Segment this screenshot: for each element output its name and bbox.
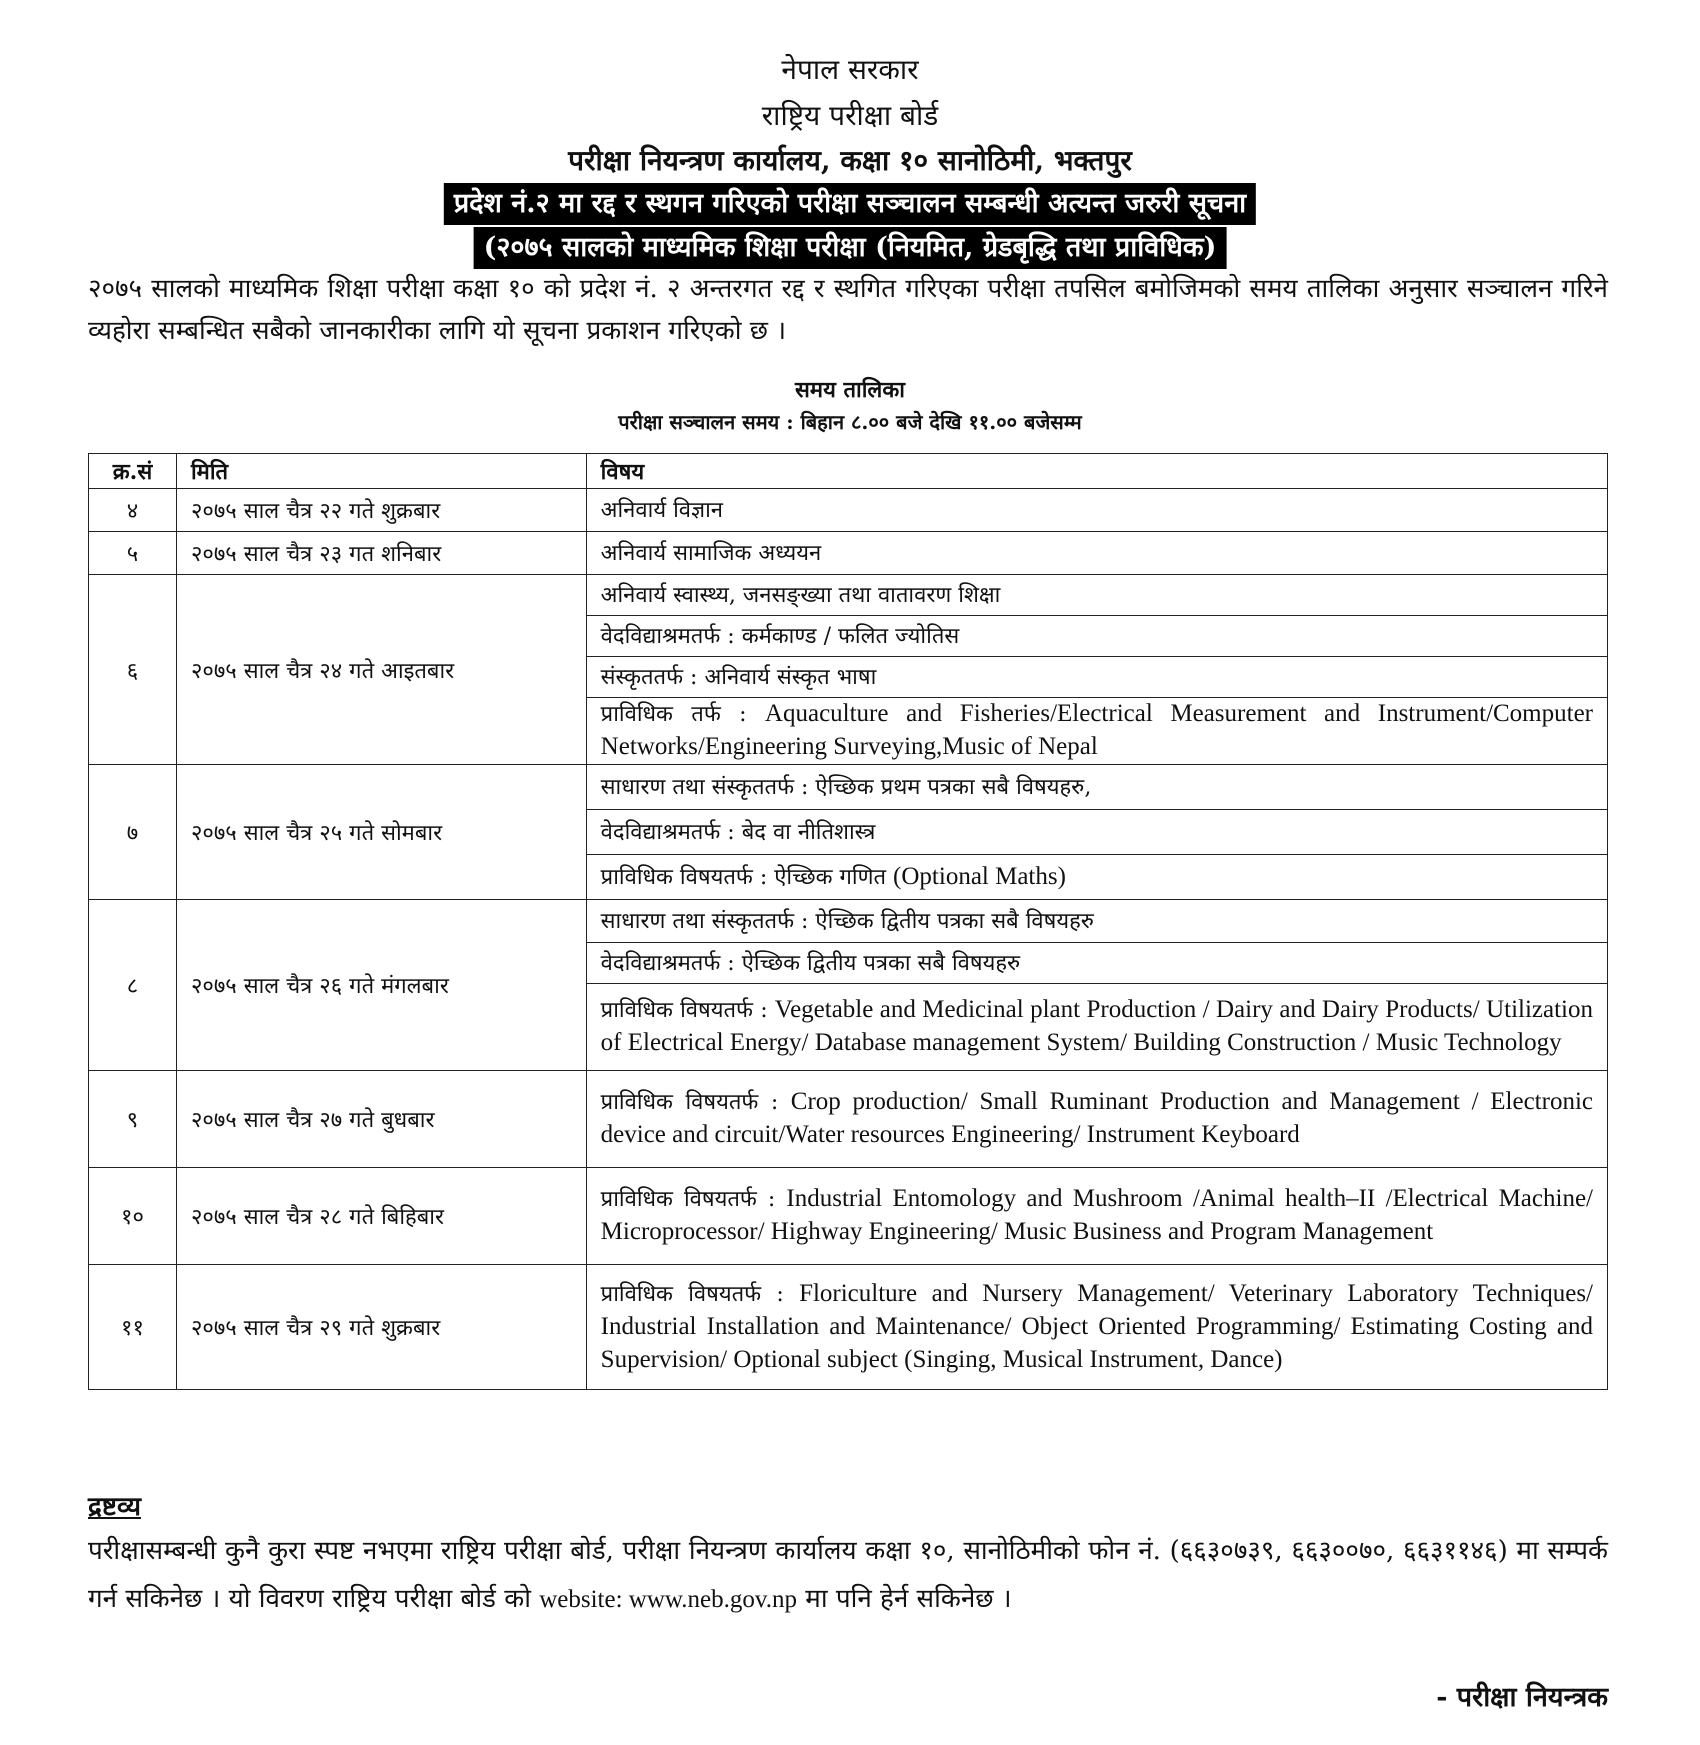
header-subject: विषय [586, 454, 1607, 489]
subject-names: Industrial Entomology and Mushroom /Animal health–II /Electrical Machine/ Microprocessor/ Highway Engineering/ Music Business and Program Management [600, 1185, 1593, 1245]
table-row [89, 900, 1608, 943]
subject-label: प्राविधिक विषयतर्फ : [600, 998, 775, 1023]
row-serial: १० [89, 1168, 177, 1265]
table-body [89, 489, 1608, 1390]
row-serial: ४ [89, 489, 177, 532]
subject-names: Vegetable and Medicinal plant Production / Dairy and Dairy Products/ Utilization of Electrical Energy/ Database management System/ Building Construction / Music Technology [600, 996, 1594, 1056]
row-date: २०७५ साल चैत्र २२ गते शुक्रबार [176, 489, 586, 532]
header-sn: क्र.सं [89, 454, 177, 489]
row-subject [586, 1265, 1607, 1390]
table-header-row [89, 454, 1608, 489]
notice-title: प्रदेश नं.२ मा रद्द र स्थगन गरिएको परीक्षा सञ्चालन सम्बन्धी अत्यन्त जरुरी सूचना [444, 183, 1256, 225]
row-subject [586, 1168, 1607, 1265]
subject-label: अनिवार्य विज्ञान [600, 497, 724, 523]
row-subject [586, 855, 1607, 900]
subject-label: प्राविधिक विषयतर्फ : ऐच्छिक गणित [600, 864, 894, 890]
row-date: २०७५ साल चैत्र २५ गते सोमबार [176, 765, 586, 900]
subject-names: (Optional Maths) [893, 862, 1066, 890]
schedule-title: समय तालिका [795, 377, 905, 403]
subject-label: प्राविधिक विषयतर्फ : [600, 1187, 787, 1212]
note-heading: द्रष्टव्य [88, 1492, 141, 1522]
subject-label: प्राविधिक विषयतर्फ : [600, 1090, 791, 1115]
subject-label: प्राविधिक तर्फ : [600, 702, 765, 727]
note-text-1: परीक्षासम्बन्धी कुनै कुरा स्पष्ट नभएमा राष्ट्रिय परीक्षा बोर्ड, परीक्षा नियन्त्रण कार्यालय कक्षा १०, सानोठिमीको फोन नं. (६६३०७३९, ६६३००७०, ६६३११४६) मा सम्पर्क गर्न सकिनेछ । यो विवरण राष्ट्रिय परीक्षा बोर्ड को [88, 1536, 1608, 1614]
table-row [89, 489, 1608, 532]
row-date: २०७५ साल चैत्र २३ गत शनिबार [176, 532, 586, 575]
notice-subtitle: (२०७५ सालको माध्यमिक शिक्षा परीक्षा (नियमित, ग्रेडबृद्धि तथा प्राविधिक) [474, 227, 1227, 269]
subject-label: वेदविद्याश्रमतर्फ : कर्मकाण्ड / फलित ज्योतिस [600, 623, 960, 649]
row-subject [586, 943, 1607, 984]
row-serial: ५ [89, 532, 177, 575]
row-subject [586, 1071, 1607, 1168]
row-serial: ६ [89, 575, 177, 765]
row-subject [586, 765, 1607, 810]
subject-label: वेदविद्याश्रमतर्फ : बेद वा नीतिशास्त्र [600, 819, 876, 845]
table-row [89, 765, 1608, 810]
row-subject [586, 575, 1607, 616]
subject-label: साधारण तथा संस्कृततर्फ : ऐच्छिक प्रथम पत्रका सबै विषयहरु, [600, 774, 1092, 800]
subject-label: अनिवार्य सामाजिक अध्ययन [600, 540, 822, 566]
intro-paragraph: २०७५ सालको माध्यमिक शिक्षा परीक्षा कक्षा १० को प्रदेश नं. २ अन्तरगत रद्द र स्थगित गरिएका परीक्षा तपसिल बमोजिमको समय तालिका अनुसार सञ्चालन गरिने व्यहोरा सम्बन्धित सबैको जानकारीका लागि यो सूचना प्रकाशन गरिएको छ । [88, 274, 1608, 346]
table-row [89, 1071, 1608, 1168]
row-subject [586, 532, 1607, 575]
header-board: राष्ट्रिय परीक्षा बोर्ड [761, 99, 939, 132]
header-office: परीक्षा नियन्त्रण कार्यालय, कक्षा १० सानोठिमी, भक्तपुर [568, 144, 1132, 177]
row-serial: ९ [89, 1071, 177, 1168]
row-serial: ७ [89, 765, 177, 900]
subject-label: साधारण तथा संस्कृततर्फ : ऐच्छिक द्वितीय पत्रका सबै विषयहरु [600, 908, 1094, 934]
header-government: नेपाल सरकार [781, 53, 919, 86]
website-link[interactable]: website: www.neb.gov.np [539, 1586, 798, 1613]
row-date: २०७५ साल चैत्र २७ गते बुधबार [176, 1071, 586, 1168]
subject-label: संस्कृततर्फ : अनिवार्य संस्कृत भाषा [600, 664, 877, 690]
table-row [89, 532, 1608, 575]
row-date: २०७५ साल चैत्र २६ गते मंगलबार [176, 900, 586, 1071]
schedule-table [88, 453, 1608, 1390]
table-row [89, 1265, 1608, 1390]
schedule-time-note: परीक्षा सञ्चालन समय : बिहान ८.०० बजे देखि ११.०० बजेसम्म [618, 410, 1082, 434]
subject-label: वेदविद्याश्रमतर्फ : ऐच्छिक द्वितीय पत्रका सबै विषयहरु [600, 950, 1021, 976]
note-text-2: मा पनि हेर्न सकिनेछ । [797, 1584, 1012, 1614]
row-serial: ८ [89, 900, 177, 1071]
subject-names: Floriculture and Nursery Management/ Veterinary Laboratory Techniques/ Industrial Installation and Maintenance/ Object Oriented Programming/ Estimating Costing and Supervision/ Optional subject (Singing, Musical Instrument, Dance) [600, 1279, 1593, 1373]
header-date: मिति [176, 454, 586, 489]
signature: - परीक्षा नियन्त्रक [1436, 1682, 1608, 1713]
subject-label: अनिवार्य स्वास्थ्य, जनसङ्ख्या तथा वातावरण शिक्षा [600, 582, 1001, 608]
subject-label: प्राविधिक विषयतर्फ : [600, 1281, 800, 1307]
row-subject [586, 489, 1607, 532]
row-serial: ११ [89, 1265, 177, 1390]
table-row [89, 1168, 1608, 1265]
row-subject [586, 984, 1607, 1071]
note-paragraph [88, 1527, 1608, 1624]
row-date: २०७५ साल चैत्र २९ गते शुक्रबार [176, 1265, 586, 1390]
subject-names: Crop production/ Small Ruminant Production and Management / Electronic device and circuit/Water resources Engineering/ Instrument Keyboard [600, 1088, 1593, 1148]
row-subject [586, 616, 1607, 657]
subject-names: Aquaculture and Fisheries/Electrical Measurement and Instrument/Computer Networks/Engineering Surveying,Music of Nepal [600, 700, 1593, 760]
row-subject [586, 698, 1607, 765]
table-row [89, 575, 1608, 616]
row-subject [586, 810, 1607, 855]
row-subject [586, 900, 1607, 943]
row-subject [586, 657, 1607, 698]
row-date: २०७५ साल चैत्र २४ गते आइतबार [176, 575, 586, 765]
row-date: २०७५ साल चैत्र २८ गते बिहिबार [176, 1168, 586, 1265]
